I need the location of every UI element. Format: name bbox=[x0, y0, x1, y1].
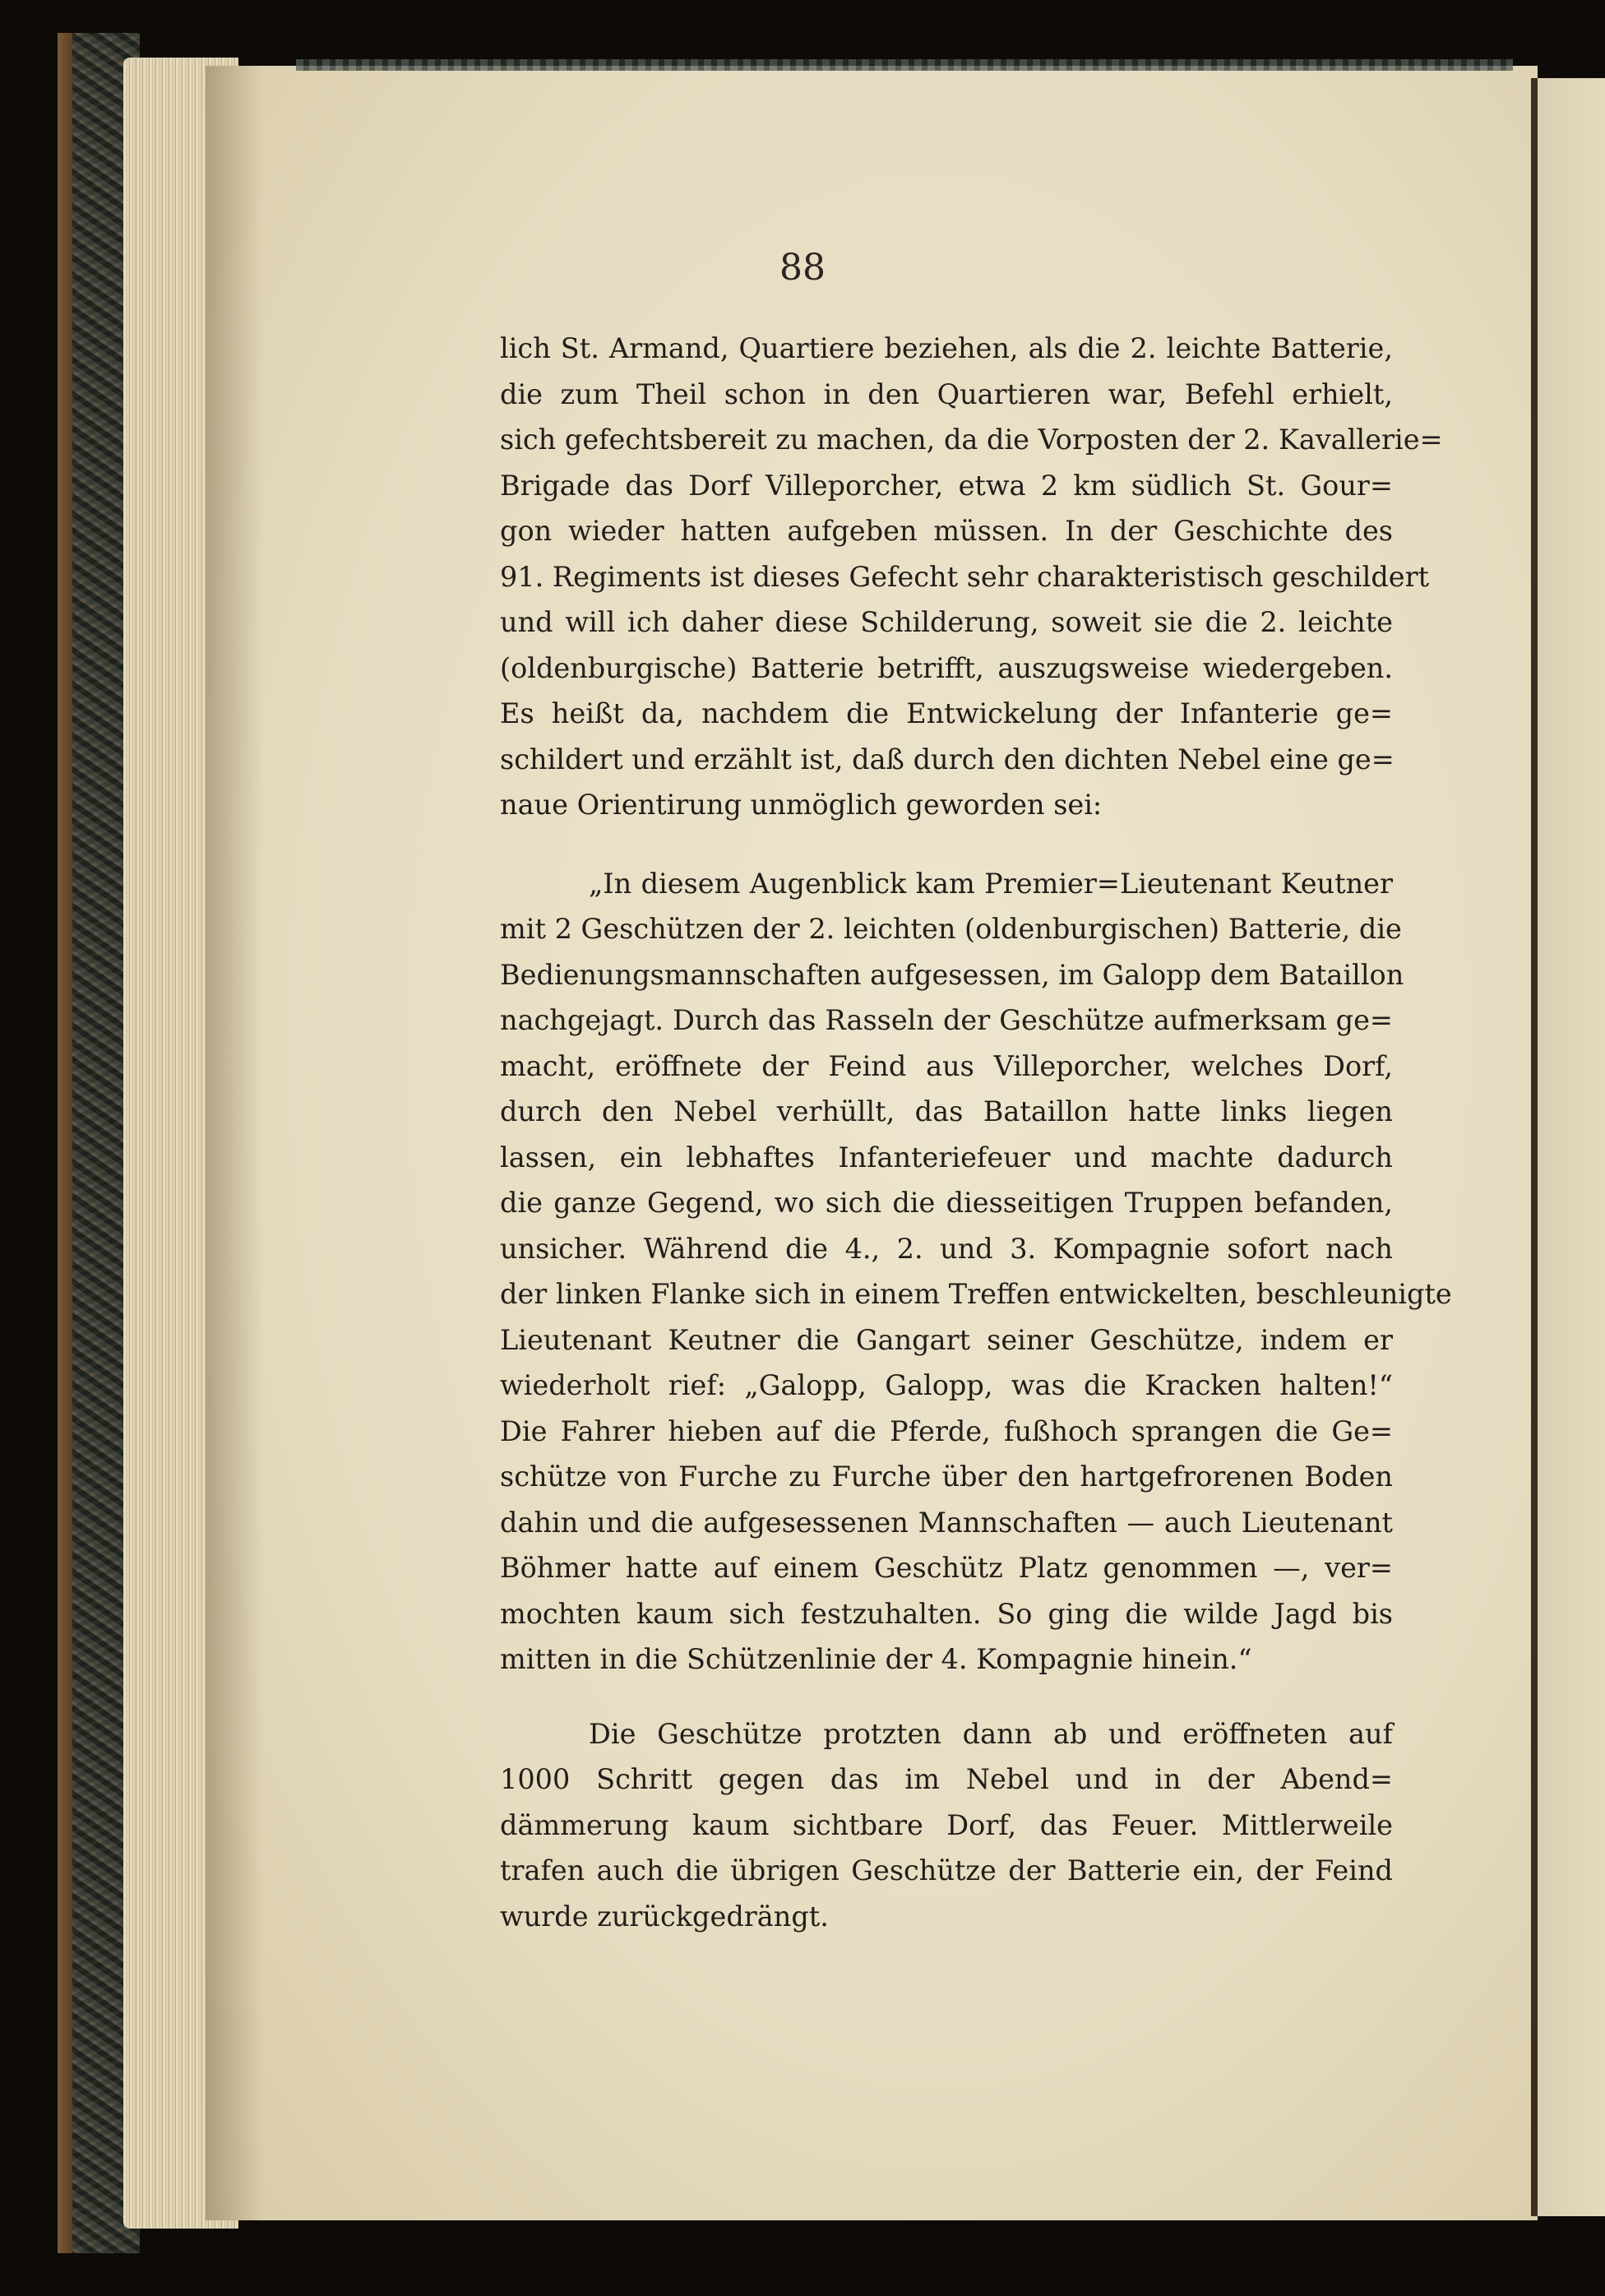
text-line: gon wieder hatten aufgeben müssen. In der Geschichte des bbox=[500, 515, 1393, 547]
body-text bbox=[500, 326, 1452, 1939]
text-line: unsicher. Während die 4., 2. und 3. Kompagnie sofort nach bbox=[500, 1232, 1393, 1265]
text-line: Böhmer hatte auf einem Geschütz Platz genommen —, ver= bbox=[500, 1552, 1393, 1584]
text-line: dämmerung kaum sichtbare Dorf, das Feuer. Mittlerweile bbox=[500, 1808, 1393, 1841]
paragraph-quote bbox=[500, 861, 1452, 1683]
paragraph bbox=[500, 326, 1443, 828]
text-line: nachgejagt. Durch das Rasseln der Geschütze aufmerksam ge= bbox=[500, 1004, 1393, 1036]
text-line: Die Fahrer hieben auf die Pferde, fußhoch sprangen die Ge= bbox=[500, 1414, 1393, 1447]
text-line: schütze von Furche zu Furche über den hartgefrorenen Boden bbox=[500, 1460, 1393, 1493]
text-line: Die Geschütze protzten dann ab und eröffneten auf bbox=[589, 1717, 1393, 1750]
text-line: dahin und die aufgesessenen Mannschaften — auch Lieutenant bbox=[500, 1506, 1393, 1539]
text-line: sich gefechtsbereit zu machen, da die Vorposten der 2. Kavallerie= bbox=[500, 424, 1443, 456]
text-line: Bedienungsmannschaften aufgesessen, im Galopp dem Bataillon bbox=[500, 958, 1404, 991]
text-line: 91. Regiments ist dieses Gefecht sehr charakteristisch geschildert bbox=[500, 560, 1430, 593]
text-line: Lieutenant Keutner die Gangart seiner Geschütze, indem er bbox=[500, 1323, 1393, 1356]
text-line: (oldenburgische) Batterie betrifft, auszugsweise wiedergeben. bbox=[500, 651, 1393, 684]
text-line: lich St. Armand, Quartiere beziehen, als die 2. leichte Batterie, bbox=[500, 332, 1393, 364]
paragraph-gap bbox=[500, 828, 1393, 861]
text-line: Es heißt da, nachdem die Entwickelung der Infanterie ge= bbox=[500, 697, 1393, 729]
text-line: „In diesem Augenblick kam Premier=Lieutenant Keutner bbox=[589, 867, 1393, 900]
page-number: 88 bbox=[779, 247, 826, 289]
text-line: mit 2 Geschützen der 2. leichten (oldenburgischen) Batterie, die bbox=[500, 913, 1402, 945]
text-line: trafen auch die übrigen Geschütze der Batterie ein, der Feind bbox=[500, 1854, 1393, 1886]
text-line: schildert und erzählt ist, daß durch den dichten Nebel eine ge= bbox=[500, 743, 1395, 775]
text-line: macht, eröffnete der Feind aus Villeporcher, welches Dorf, bbox=[500, 1049, 1393, 1082]
text-line: mochten kaum sich festzuhalten. So ging die wilde Jagd bis bbox=[500, 1597, 1393, 1630]
text-line: der linken Flanke sich in einem Treffen entwickelten, beschleunigte bbox=[500, 1278, 1452, 1310]
paragraph-gap bbox=[500, 1683, 1393, 1711]
text-line: 1000 Schritt gegen das im Nebel und in der Abend= bbox=[500, 1763, 1393, 1795]
gutter-shadow bbox=[206, 66, 263, 2220]
cover-top-strip bbox=[296, 59, 1513, 71]
paragraph bbox=[500, 1711, 1393, 1940]
text-line: durch den Nebel verhüllt, das Bataillon hatte links liegen bbox=[500, 1095, 1393, 1127]
text-line: wurde zurückgedrängt. bbox=[500, 1900, 829, 1933]
text-line: mitten in die Schützenlinie der 4. Kompagnie hinein.“ bbox=[500, 1643, 1252, 1675]
text-line: die ganze Gegend, wo sich die diesseitigen Truppen befanden, bbox=[500, 1187, 1393, 1219]
text-line: die zum Theil schon in den Quartieren war, Befehl erhielt, bbox=[500, 377, 1393, 410]
text-line: und will ich daher diese Schilderung, soweit sie die 2. leichte bbox=[500, 606, 1393, 638]
text-line: lassen, ein lebhaftes Infanteriefeuer und machte dadurch bbox=[500, 1141, 1393, 1173]
text-line: wiederholt rief: „Galopp, Galopp, was die Kracken halten!“ bbox=[500, 1369, 1393, 1401]
facing-page-edge bbox=[1531, 78, 1605, 2216]
text-line: Brigade das Dorf Villeporcher, etwa 2 km südlich St. Gour= bbox=[500, 469, 1393, 502]
text-line: naue Orientirung unmöglich geworden sei: bbox=[500, 789, 1103, 821]
